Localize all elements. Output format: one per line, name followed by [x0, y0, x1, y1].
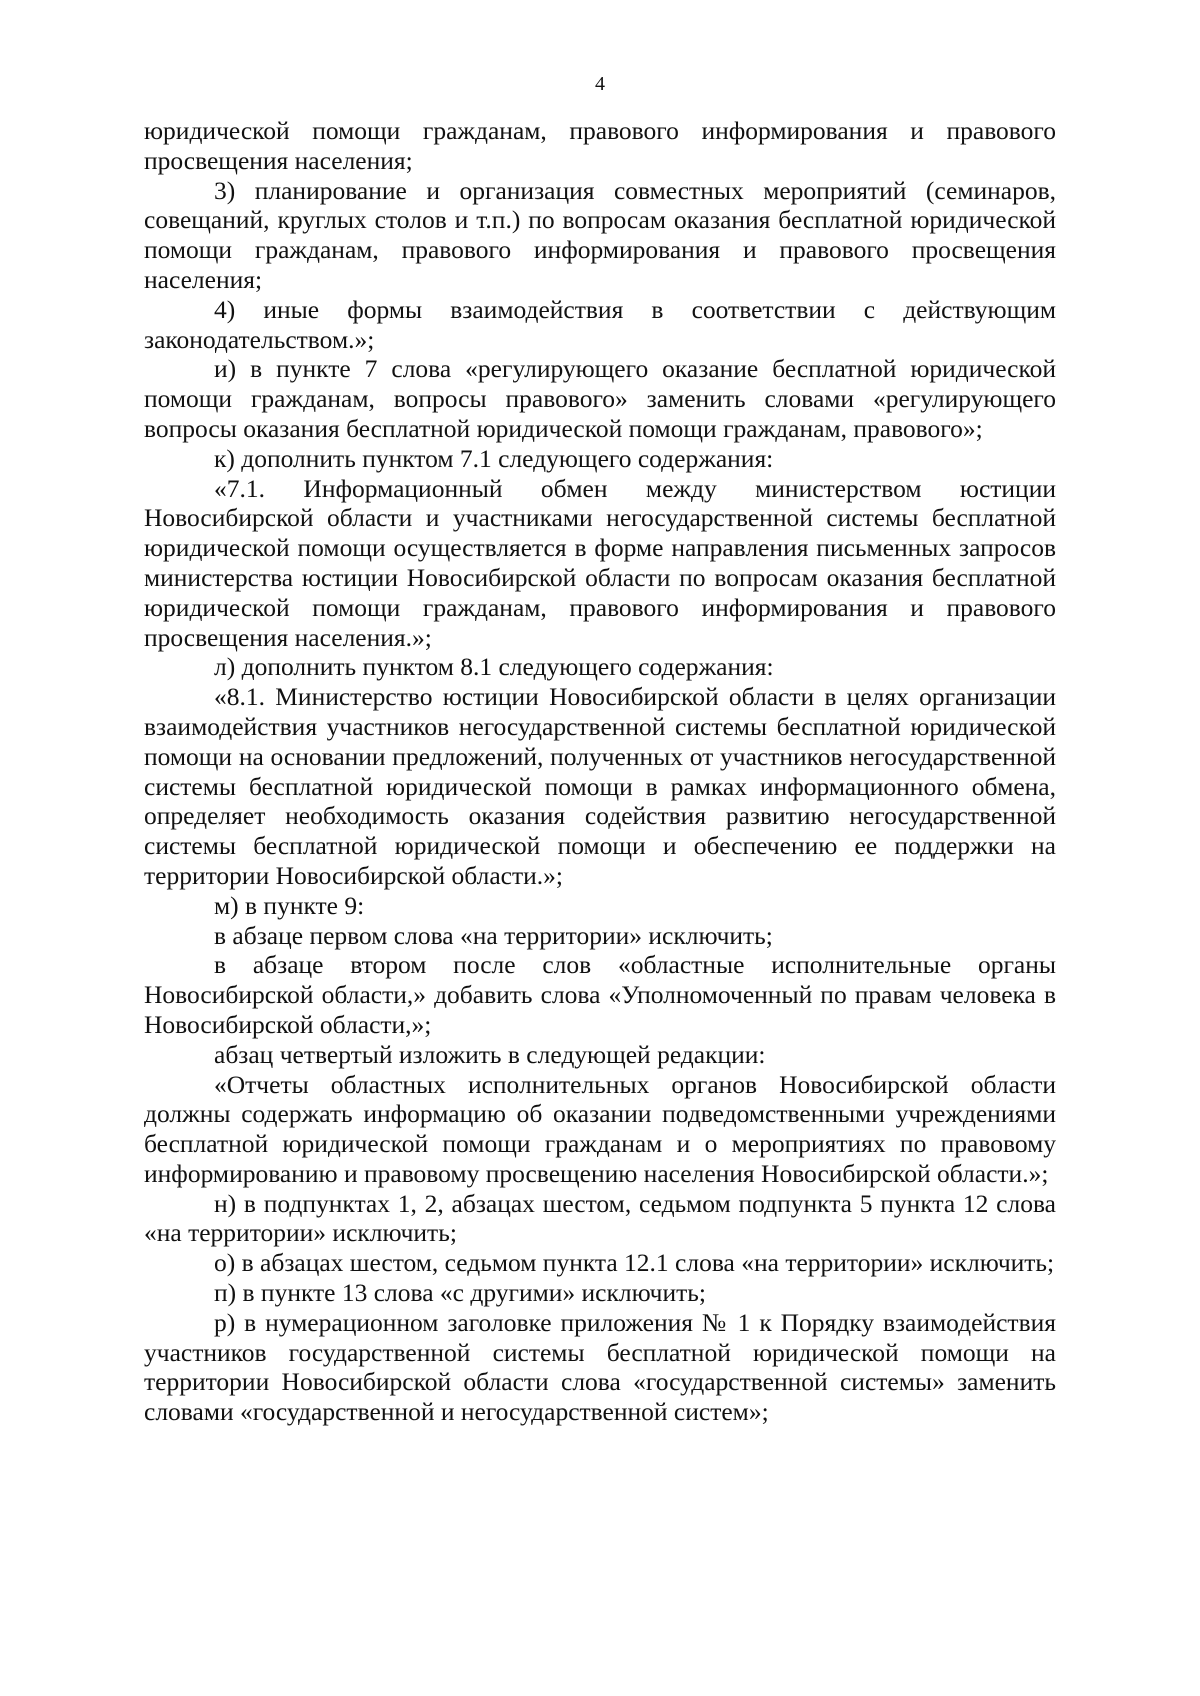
- paragraph: 3) планирование и организация совместных мероприятий (семинаров, совещаний, круглых столов и т.п.) по вопросам оказания бесплатной юридической помощи гражданам, правового информирования и правового просвещения населения;: [144, 175, 1056, 294]
- paragraph: юридической помощи гражданам, правового информирования и правового просвещения населения;: [144, 116, 1056, 175]
- paragraph: 4) иные формы взаимодействия в соответствии с действующим законодательством.»;: [144, 294, 1056, 354]
- paragraph: в абзаце первом слова «на территории» исключить;: [214, 920, 773, 950]
- paragraph: м) в пункте 9:: [214, 890, 365, 920]
- paragraph: и) в пункте 7 слова «регулирующего оказание бесплатной юридической помощи гражданам, вопросы правового» заменить словами «регулирующего вопросы оказания бесплатной юридической помощи гражданам, правового»;: [144, 354, 1056, 443]
- paragraph: «7.1. Информационный обмен между министерством юстиции Новосибирской области и участниками негосударственной системы бесплатной юридической помощи осуществляется в форме направления письменных запросов министерства юстиции Новосибирской области по вопросам оказания бесплатной юридической помощи гражданам, правового информирования и правового просвещения населения.»;: [144, 473, 1056, 652]
- paragraph: н) в подпунктах 1, 2, абзацах шестом, седьмом подпункта 5 пункта 12 слова «на территории» исключить;: [144, 1188, 1056, 1248]
- paragraph: «Отчеты областных исполнительных органов Новосибирской области должны содержать информацию об оказании подведомственными учреждениями бесплатной юридической помощи гражданам и о мероприятиях по правовому информированию и правовому просвещению населения Новосибирской области.»;: [144, 1069, 1056, 1188]
- document-body: [144, 116, 1056, 1427]
- paragraph: п) в пункте 13 слова «с другими» исключить;: [214, 1278, 707, 1308]
- paragraph: к) дополнить пунктом 7.1 следующего содержания:: [214, 443, 774, 473]
- paragraph: р) в нумерационном заголовке приложения № 1 к Порядку взаимодействия участников государственной системы бесплатной юридической помощи на территории Новосибирской области слова «государственной системы» заменить словами «государственной и негосударственной систем»;: [144, 1307, 1056, 1427]
- paragraph: «8.1. Министерство юстиции Новосибирской области в целях организации взаимодействия участников негосударственной системы бесплатной юридической помощи на основании предложений, полученных от участников негосударственной системы бесплатной юридической помощи в рамках информационного обмена, определяет необходимость оказания содействия развитию негосударственной системы бесплатной юридической помощи и обеспечению ее поддержки на территории Новосибирской области.»;: [144, 682, 1056, 890]
- page-number: 4: [595, 73, 605, 95]
- paragraph: л) дополнить пунктом 8.1 следующего содержания:: [214, 652, 774, 682]
- paragraph: в абзаце втором после слов «областные исполнительные органы Новосибирской области,» добавить слова «Уполномоченный по правам человека в Новосибирской области,»;: [144, 950, 1056, 1039]
- paragraph: абзац четвертый изложить в следующей редакции:: [214, 1039, 766, 1069]
- paragraph: о) в абзацах шестом, седьмом пункта 12.1 слова «на территории» исключить;: [214, 1248, 1055, 1278]
